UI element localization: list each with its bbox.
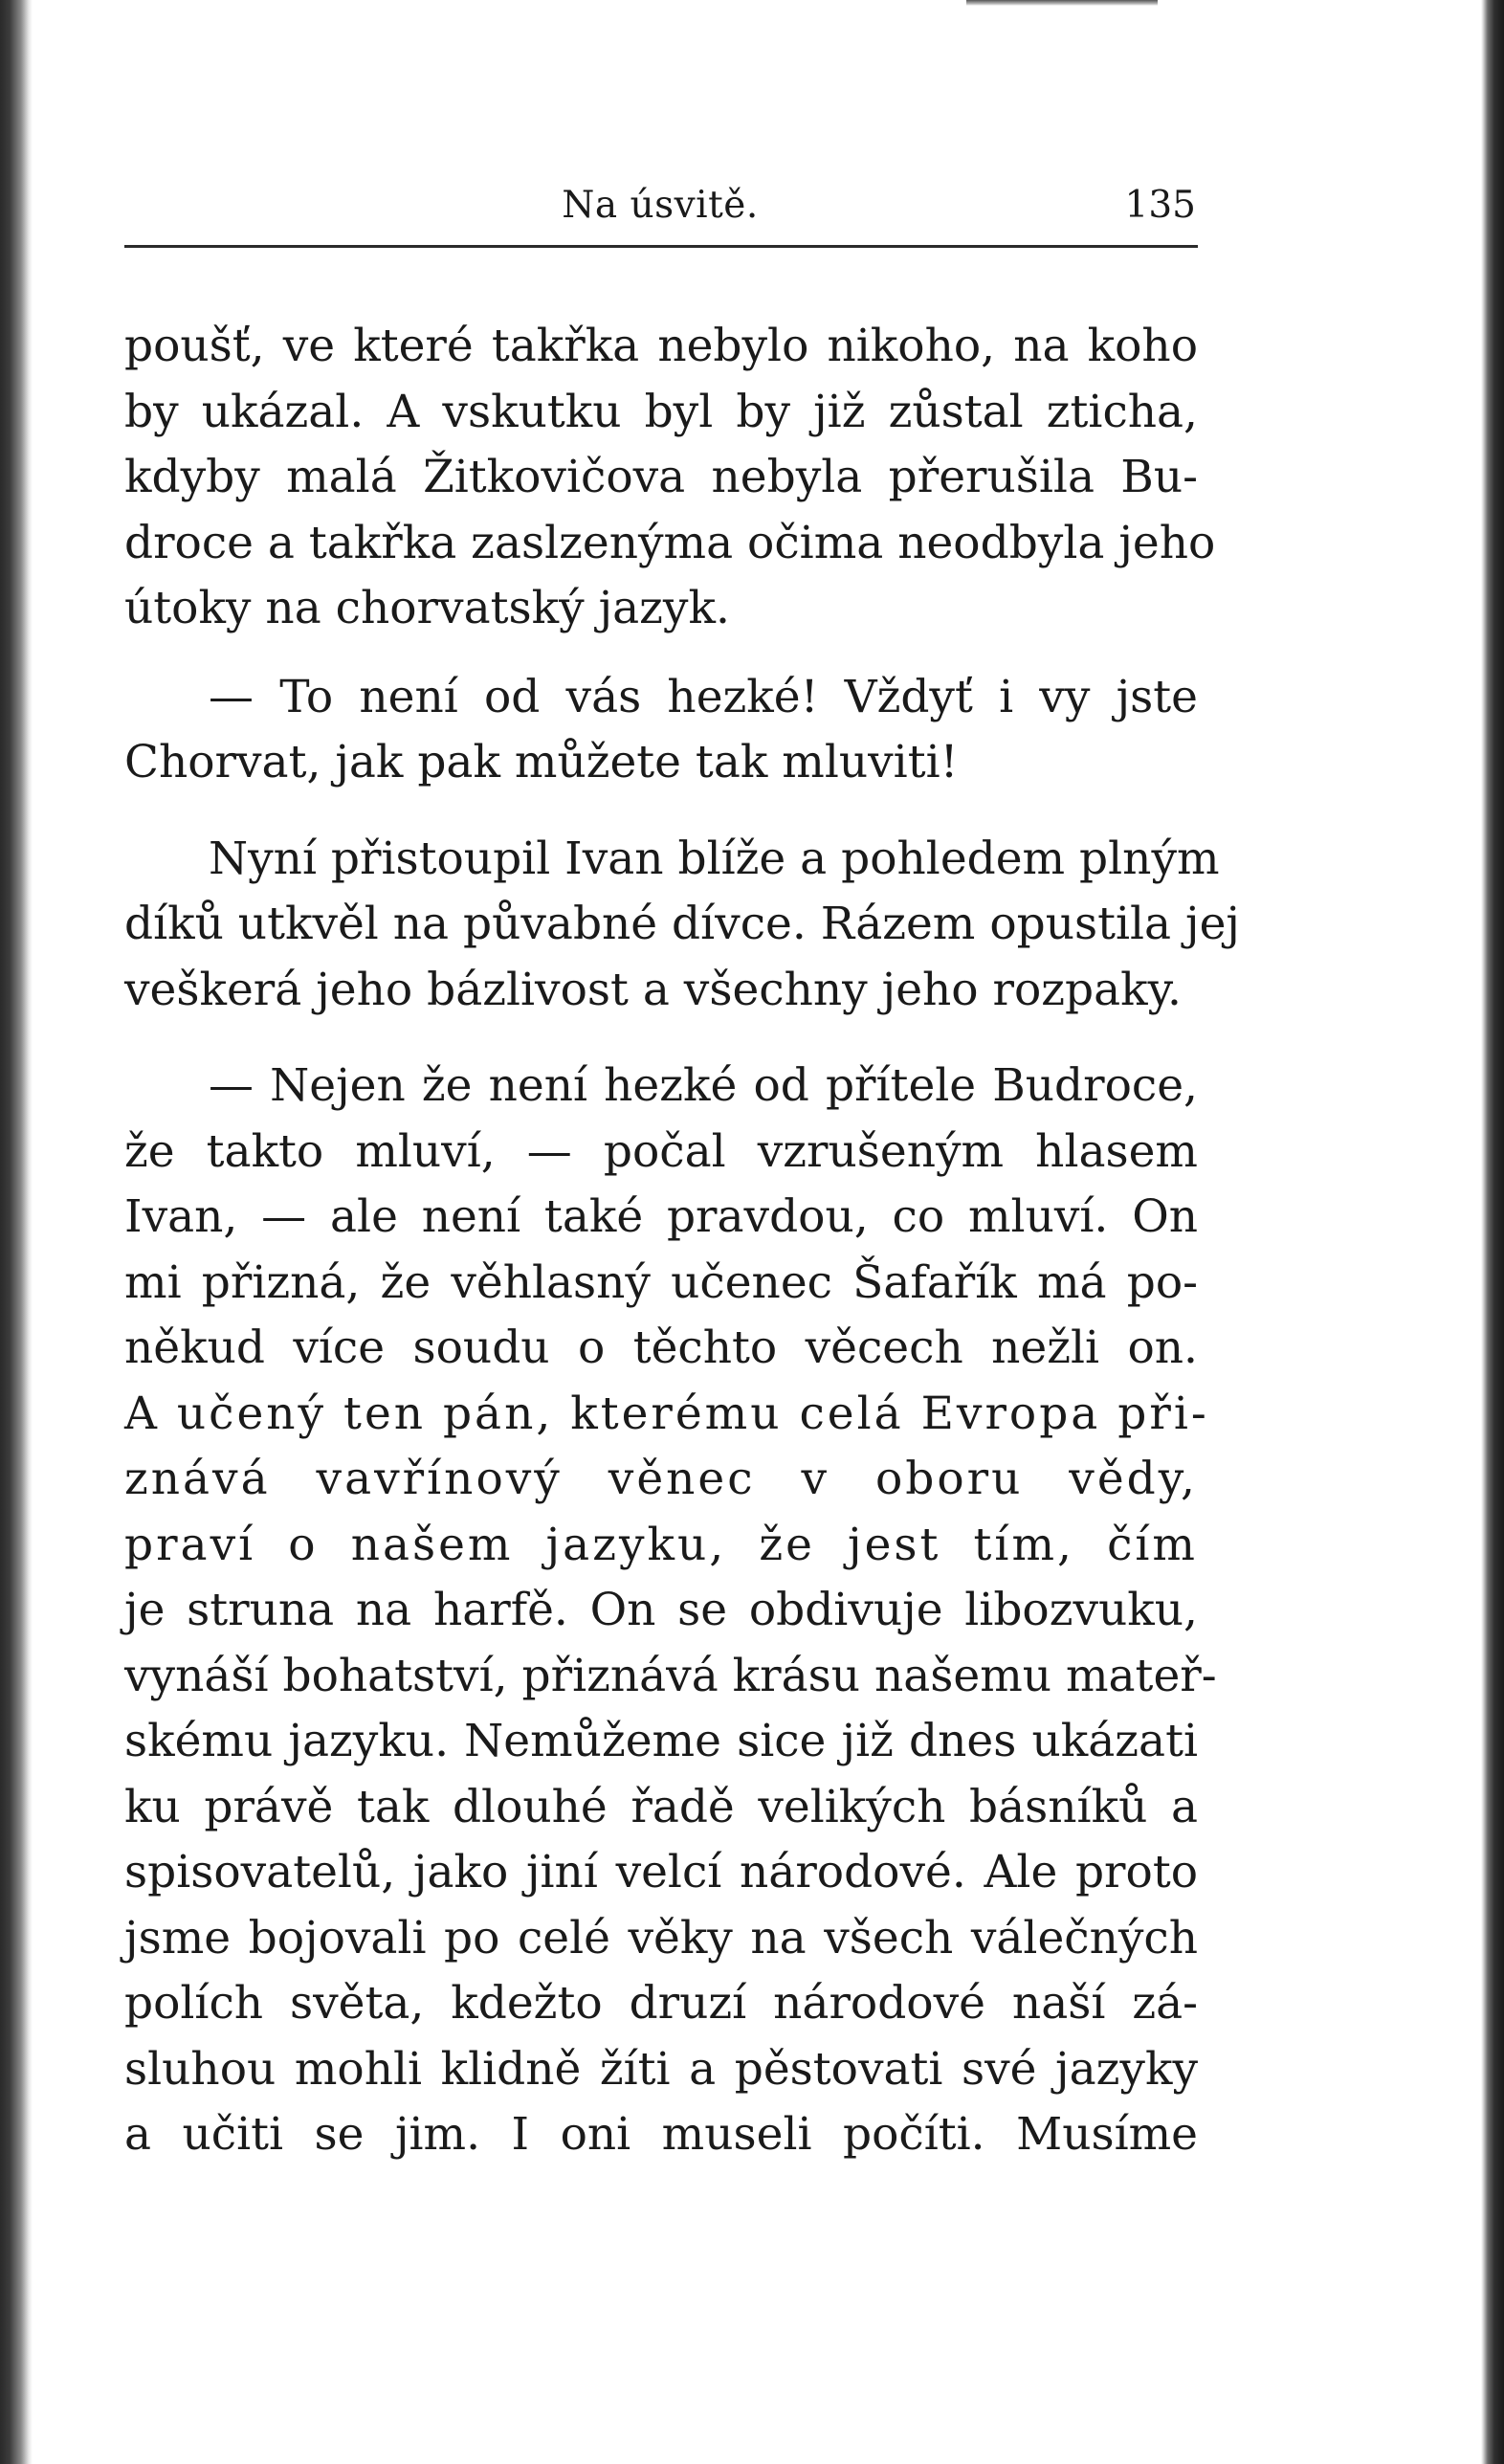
- text-line: polích světa, kdežto druzí národové naší zá-: [124, 1977, 1198, 2030]
- text-line: kdyby malá Žitkovičova nebyla přerušila Bu-: [124, 451, 1198, 503]
- text-line: skému jazyku. Nemůžeme sice již dnes ukázati: [124, 1715, 1198, 1767]
- text-line: ku právě tak dlouhé řadě velikých básníků a: [124, 1780, 1198, 1833]
- paragraph: [124, 1054, 1217, 2168]
- text-line: je struna na harfě. On se obdivuje libozvuku,: [124, 1584, 1198, 1636]
- text-line: — Nejen že není hezké od přítele Budroce,: [209, 1059, 1198, 1112]
- text-line: jsme bojovali po celé věky na všech válečných: [124, 1911, 1198, 1965]
- paragraph: [124, 827, 1240, 1024]
- scan-edge-left: [0, 0, 33, 2464]
- header-rule: [124, 245, 1198, 248]
- text-line: že takto mluví, — počal vzrušeným hlasem: [124, 1124, 1198, 1178]
- text-line: znává vavřínový věnec v oboru vědy,: [124, 1453, 1198, 1505]
- running-head: [124, 182, 1196, 239]
- text-line: Chorvat, jak pak můžete tak mluviti!: [124, 736, 959, 788]
- text-line: spisovatelů, jako jiní velcí národové. Ale proto: [124, 1846, 1198, 1898]
- text-line: sluhou mohli klidně žíti a pěstovati své jazyky: [124, 2042, 1198, 2096]
- text-line: někud více soudu o těchto věcech nežli on.: [124, 1321, 1198, 1374]
- text-line: a učiti se jim. I oni museli počíti. Musíme: [124, 2108, 1198, 2161]
- text-line: — To není od vás hezké! Vždyť i vy jste: [209, 670, 1198, 723]
- text-line: by ukázal. A vskutku byl by již zůstal zticha,: [124, 385, 1198, 438]
- scan-edge-top: [966, 0, 1158, 6]
- text-line: poušť, ve které takřka nebylo nikoho, na koho: [124, 320, 1198, 372]
- text-line: droce a takřka zaslzenýma očima neodbyla jeho: [124, 516, 1216, 569]
- text-line: Nyní přistoupil Ivan blíže a pohledem plným: [209, 832, 1220, 885]
- text-line: vynáší bohatství, přiznává krásu našemu mateř-: [124, 1649, 1217, 1702]
- text-line: díků utkvěl na půvabné dívce. Rázem opustila jej: [124, 898, 1240, 950]
- paragraph: [124, 665, 1198, 796]
- scan-edge-right: [1481, 0, 1504, 2464]
- paragraph: [124, 314, 1216, 642]
- page-number: 135: [1124, 184, 1196, 227]
- text-line: útoky na chorvatský jazyk.: [124, 582, 730, 634]
- text-line: mi přizná, že věhlasný učenec Šafařík má po-: [124, 1255, 1198, 1309]
- text-line: A učený ten pán, kterému celá Evropa při-: [124, 1387, 1209, 1440]
- text-line: Ivan, — ale není také pravdou, co mluví. On: [124, 1190, 1198, 1243]
- running-title: Na úsvitě.: [562, 184, 759, 227]
- body-text: [124, 314, 1240, 2168]
- text-line: praví o našem jazyku, že jest tím, čím: [124, 1518, 1198, 1571]
- text-line: veškerá jeho bázlivost a všechny jeho rozpaky.: [124, 963, 1182, 1016]
